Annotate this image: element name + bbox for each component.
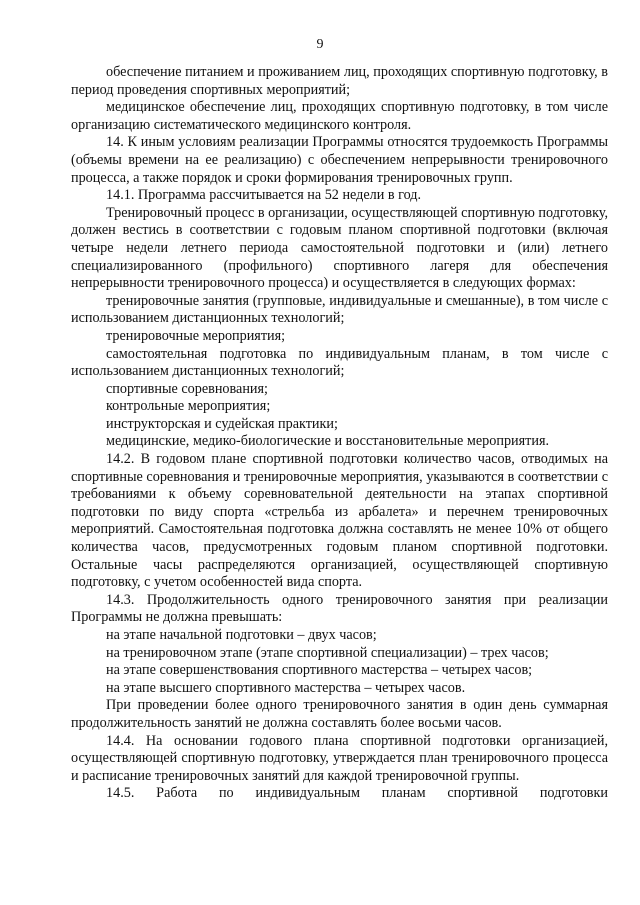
- paragraph-7: тренировочные мероприятия;: [106, 327, 286, 344]
- paragraph-12: медицинские, медико-биологические и восстановительные мероприятия.: [106, 433, 550, 450]
- paragraph-4: 14.1. Программа рассчитывается на 52 недели в год.: [106, 187, 422, 204]
- paragraph-11: инструкторская и судейская практики;: [106, 415, 338, 432]
- paragraph-6: тренировочные занятия (групповые, индивидуальные и смешанные), в том числе с использованием дистанционных технологий;: [71, 292, 608, 327]
- paragraph-19: При проведении более одного тренировочного занятия в один день суммарная продолжительность занятий не должна составлять более восьми часов.: [71, 697, 608, 731]
- paragraph-5: Тренировочный процесс в организации, осуществляющей спортивную подготовку, должен вестись в соответствии с годовым планом спортивной подготовки (включая четыре недели летнего периода самостоятельной подготовки и (или) летнего специализированного (профильного) спортивного лагеря для обеспечения непрерывности тренировочного процесса) и осуществляется в следующих формах:: [71, 204, 608, 292]
- paragraph-18: на этапе высшего спортивного мастерства – четырех часов.: [106, 679, 466, 696]
- paragraph-10: контрольные мероприятия;: [106, 398, 271, 415]
- paragraph-9: спортивные соревнования;: [106, 380, 268, 397]
- paragraph-15: на этапе начальной подготовки – двух часов;: [106, 627, 377, 643]
- paragraph-2: медицинское обеспечение лиц, проходящих спортивную подготовку, в том числе организацию систематического медицинского контроля.: [71, 99, 608, 133]
- document-body: [71, 64, 608, 803]
- paragraph-16: на тренировочном этапе (этапе спортивной специализации) – трех часов;: [106, 644, 549, 661]
- paragraph-1: обеспечение питанием и проживанием лиц, проходящих спортивную подготовку, в период проведения спортивных мероприятий;: [71, 64, 608, 98]
- paragraph-13: 14.2. В годовом плане спортивной подготовки количество часов, отводимых на спортивные соревнования и тренировочные мероприятия, указываются в соответствии с требованиями к объему соревновательной деятельности на этапах спортивной подготовки по виду спорта «стрельба из арбалета» и перечнем тренировочных мероприятий. Самостоятельная подготовка должна составлять не менее 10% от общего количества часов, предусмотренных годовым планом спортивной подготовки. Остальные часы распределяются организацией, осуществляющей спортивную подготовку, с учетом особенностей вида спорта.: [71, 451, 608, 591]
- paragraph-3: 14. К иным условиям реализации Программы относятся трудоемкость Программы (объемы времени на ее реализацию) с обеспечением непрерывности тренировочного процесса, а также порядок и сроки формирования тренировочных групп.: [71, 134, 608, 186]
- page-number: 9: [316, 37, 324, 52]
- paragraph-17: на этапе совершенствования спортивного мастерства – четырех часов;: [106, 662, 533, 679]
- paragraph-14: 14.3. Продолжительность одного тренировочного занятия при реализации Программы не должна превышать:: [71, 591, 608, 626]
- paragraph-8: самостоятельная подготовка по индивидуальным планам, в том числе с использованием дистанционных технологий;: [71, 345, 608, 380]
- paragraph-20: 14.4. На основании годового плана спортивной подготовки организацией, осуществляющей спортивную подготовку, утверждается план тренировочного процесса и расписание тренировочных занятий для каждой тренировочной группы.: [71, 732, 608, 784]
- paragraph-21: 14.5. Работа по индивидуальным планам спортивной подготовки: [106, 785, 608, 802]
